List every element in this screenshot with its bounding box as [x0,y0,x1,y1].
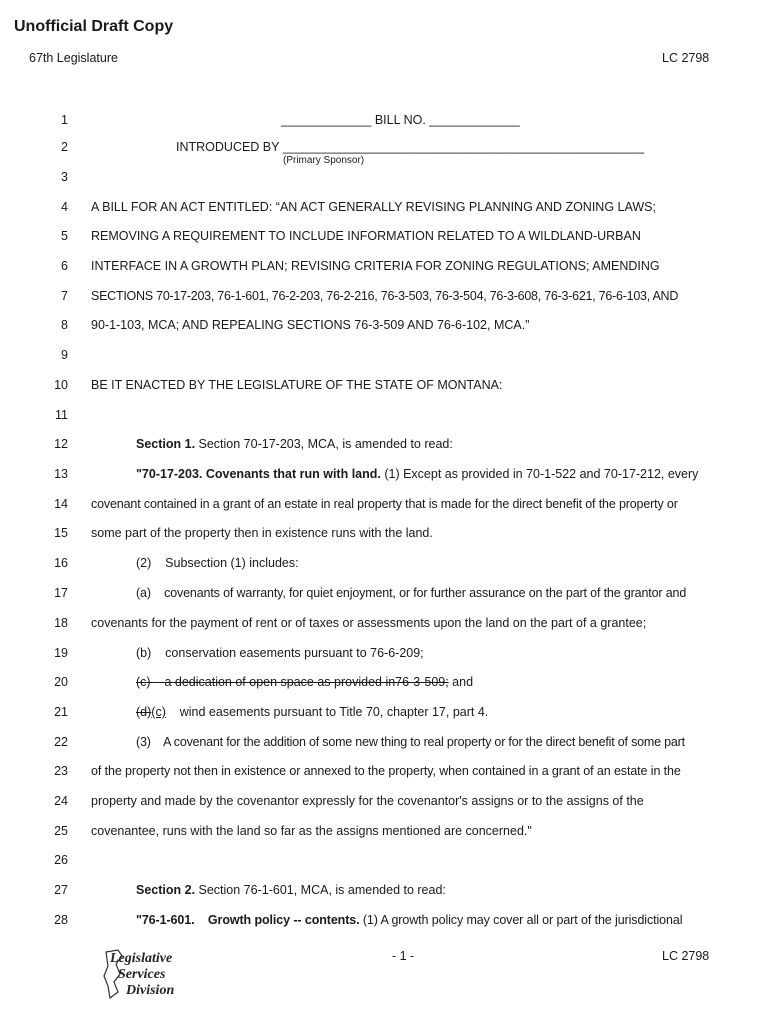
lc-number-top: LC 2798 [662,51,710,65]
body-line: property and made by the covenantor expressly for the covenantor's assigns or to the assigns of the [91,794,644,808]
title-line: REMOVING A REQUIREMENT TO INCLUDE INFORMATION RELATED TO A WILDLAND-URBAN [91,229,641,243]
line-number: 17 [54,586,68,600]
body-line: (b) conservation easements pursuant to 76-6-209; [136,646,424,660]
svg-text:Legislative: Legislative [110,951,173,966]
body-line: (3) A covenant for the addition of some new thing to real property or for the direct benefit of some part [136,735,685,749]
body-line: covenantee, runs with the land so far as the assigns mentioned are concerned." [91,824,532,838]
line-number: 20 [54,675,68,689]
bill-number-line: _____________ BILL NO. _____________ [281,113,520,127]
line-number: 9 [61,348,68,362]
line-number: 13 [54,467,68,481]
primary-sponsor-label: (Primary Sponsor) [283,155,365,166]
title-line: A BILL FOR AN ACT ENTITLED: “AN ACT GENERALLY REVISING PLANNING AND ZONING LAWS; [91,200,656,214]
body-line: of the property not then in existence or annexed to the property, when contained in a grant of an estate in the [91,764,681,778]
line-number: 4 [61,200,68,214]
line-number: 24 [54,794,68,808]
deleted-text: (d) [136,705,152,719]
page-number: - 1 - [392,949,415,963]
line-number: 11 [55,408,68,422]
line-number: 28 [54,913,68,927]
body-text: wind easements pursuant to Title 70, chapter 17, part 4. [165,705,489,719]
line-number: 21 [54,705,68,719]
line-number: 27 [54,883,68,897]
legislature-label: 67th Legislature [29,51,118,65]
section-heading [136,437,453,451]
line-number: 14 [54,497,68,511]
statute-heading: "76-1-601. Growth policy -- contents. [136,913,360,927]
line-number: 26 [54,853,68,867]
inserted-text: (c) [151,705,166,719]
body-line [136,705,488,719]
section-text: Section 76-1-601, MCA, is amended to read: [195,883,446,897]
line-number: 2 [61,140,68,154]
section-label: Section 1. [136,437,196,451]
lc-number-bottom: LC 2798 [662,949,710,963]
enacting-clause: BE IT ENACTED BY THE LEGISLATURE OF THE STATE OF MONTANA: [91,378,503,392]
body-line [136,675,473,689]
line-number: 6 [61,259,68,273]
body-text: and [448,675,474,689]
statute-line [136,913,682,927]
section-text: Section 70-17-203, MCA, is amended to read: [195,437,453,451]
line-number: 1 [61,113,68,127]
statute-text: (1) A growth policy may cover all or part of the jurisdictional [359,913,683,927]
line-number: 22 [54,735,68,749]
line-number: 5 [61,229,68,243]
line-number: 16 [54,556,68,570]
line-number: 10 [54,378,68,392]
statute-line [136,467,698,481]
section-heading [136,883,446,897]
statute-text: (1) Except as provided in 70-1-522 and 70-17-212, every [380,467,699,481]
body-line: covenants for the payment of rent or of taxes or assessments upon the land on the part of a grantee; [91,616,647,630]
section-label: Section 2. [136,883,196,897]
line-number: 15 [54,526,68,540]
body-line: (2) Subsection (1) includes: [136,556,299,570]
line-number: 23 [54,764,68,778]
line-number: 18 [54,616,68,630]
svg-text:Division: Division [126,983,175,998]
body-line: some part of the property then in existence runs with the land. [91,526,433,540]
deleted-text: (c) a dedication of open space as provided in76-3-509; [136,675,449,689]
line-number: 19 [54,646,68,660]
title-line: SECTIONS 70-17-203, 76-1-601, 76-2-203, 76-2-216, 76-3-503, 76-3-504, 76-3-608, 76-3-621, 76-6-103, AND [91,289,679,303]
document-title: Unofficial Draft Copy [14,18,174,35]
introduced-by-line: INTRODUCED BY ____________________________________________________ [176,140,645,154]
line-number: 3 [61,170,68,184]
title-line: 90-1-103, MCA; AND REPEALING SECTIONS 76-3-509 AND 76-6-102, MCA.” [91,318,530,332]
line-number: 12 [54,437,68,451]
body-line: covenant contained in a grant of an estate in real property that is made for the direct benefit of the property or [91,497,678,511]
line-number: 8 [61,318,68,332]
title-line: INTERFACE IN A GROWTH PLAN; REVISING CRITERIA FOR ZONING REGULATIONS; AMENDING [91,259,660,273]
svg-text:Services: Services [118,967,166,982]
legislative-services-division-logo [100,946,190,1001]
line-number: 25 [54,824,68,838]
line-number: 7 [61,289,68,303]
statute-heading: "70-17-203. Covenants that run with land. [136,467,381,481]
body-line: (a) covenants of warranty, for quiet enjoyment, or for further assurance on the part of the grantor and [136,586,687,600]
